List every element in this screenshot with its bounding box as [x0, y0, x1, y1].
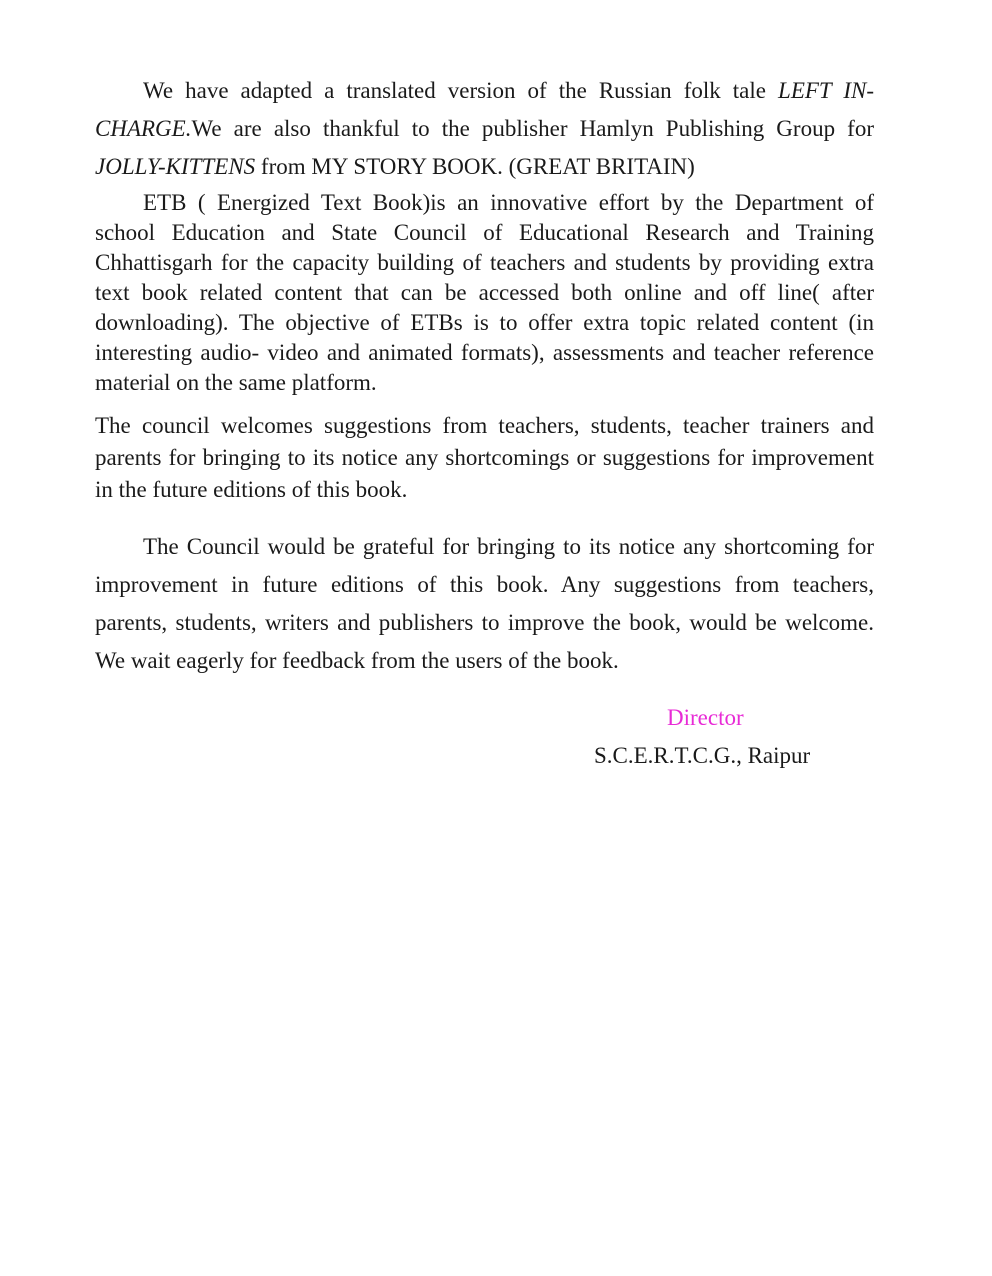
- feedback-paragraph: The Council would be grateful for bringing to its notice any shortcoming for improvement in future editions of this book. Any suggestions from teachers, parents, students, writers and publishers to improve the book, would be welcome. We wait eagerly for feedback from the users of the book.: [95, 534, 874, 673]
- suggestions-paragraph: The council welcomes suggestions from teachers, students, teacher trainers and parents for bringing to its notice any shortcomings or suggestions for improvement in the future editions of this book.: [95, 413, 874, 502]
- ack-title-jolly-kittens: JOLLY-KITTENS: [95, 154, 256, 179]
- ack-text-2: We are also thankful to the publisher Hamlyn Publishing Group for: [191, 116, 874, 141]
- ack-title-left-in-charge: LEFT IN-CHARGE.: [95, 78, 874, 141]
- document-body: [95, 72, 874, 680]
- acknowledgement-paragraph: [95, 72, 874, 186]
- signature-title: Director: [667, 705, 744, 730]
- etb-paragraph: ETB ( Energized Text Book)is an innovative effort by the Department of school Education and State Council of Educational Research and Training Chhattisgarh for the capacity building of teachers and students by providing extra text book related content that can be accessed both online and off line( after downloading). The objective of ETBs is to offer extra topic related content (in interesting audio- video and animated formats), assessments and teacher reference material on the same platform.: [95, 190, 874, 395]
- ack-text-3: from MY STORY BOOK. (GREAT BRITAIN): [255, 154, 695, 179]
- signature-organization: S.C.E.R.T.C.G., Raipur: [594, 743, 811, 768]
- ack-text-1: We have adapted a translated version of the Russian folk tale: [143, 78, 779, 103]
